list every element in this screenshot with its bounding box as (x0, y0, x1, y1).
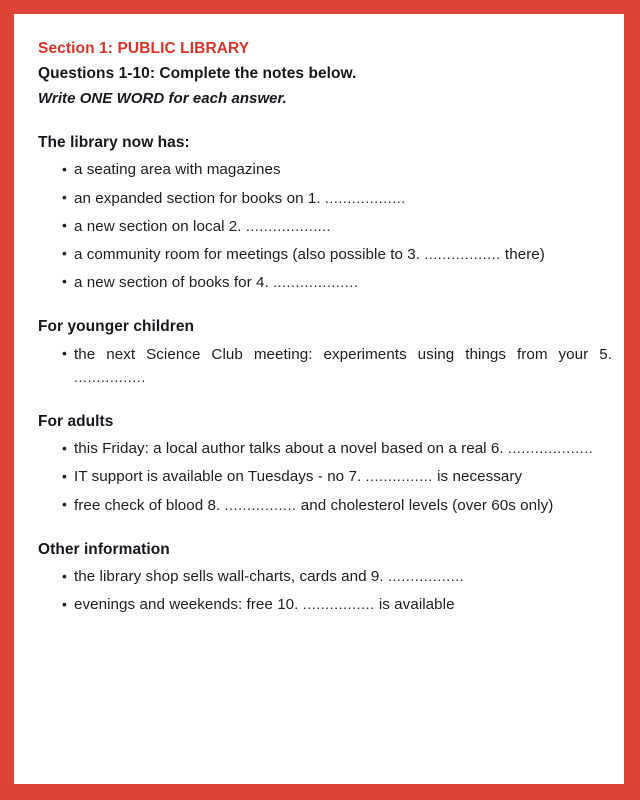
section-heading: Other information (38, 540, 170, 558)
note-bullet-item (38, 187, 612, 210)
note-bullet-item (38, 465, 612, 488)
answer-gap-7[interactable]: ............... (365, 468, 433, 485)
section-heading: For younger children (38, 317, 195, 335)
note-text: the next Science Club meeting: experiments using things from your 5. (74, 345, 612, 363)
note-bullet-item (38, 565, 612, 588)
note-text: and cholesterol levels (over 60s only) (296, 496, 554, 514)
worksheet-header (38, 40, 612, 108)
answer-gap-3[interactable]: ................. (424, 245, 501, 262)
note-bullet-list (38, 437, 612, 516)
answer-length-instruction: Write ONE WORD for each answer. (38, 89, 287, 107)
note-section (38, 318, 612, 389)
note-text: this Friday: a local author talks about a novel based on a real 6. (74, 440, 508, 458)
note-bullet-item (38, 243, 612, 266)
answer-gap-1[interactable]: .................. (324, 189, 406, 206)
answer-gap-5[interactable]: ................ (74, 368, 146, 385)
note-section (38, 134, 612, 294)
worksheet-page (14, 14, 624, 784)
answer-gap-4[interactable]: ................... (273, 273, 359, 290)
note-text: free check of blood 8. (74, 496, 225, 514)
section-title: Section 1: PUBLIC LIBRARY (38, 40, 250, 57)
questions-range-instruction: Questions 1-10: Complete the notes below. (38, 65, 357, 83)
notes-sections (38, 134, 612, 617)
note-bullet-list (38, 343, 612, 389)
note-bullet-list (38, 565, 612, 616)
note-text: is necessary (432, 468, 523, 486)
note-bullet-item (38, 343, 612, 389)
note-text: a seating area with magazines (74, 161, 281, 179)
note-bullet-item (38, 593, 612, 616)
answer-gap-2[interactable]: ................... (245, 217, 332, 234)
answer-gap-10[interactable]: ................ (302, 596, 375, 613)
note-bullet-item (38, 215, 612, 238)
answer-gap-8[interactable]: ................ (224, 496, 297, 513)
note-text: a community room for meetings (also possible to 3. (74, 245, 425, 263)
note-text: there) (500, 245, 545, 263)
note-text: a new section on local 2. (74, 217, 246, 235)
note-text: the library shop sells wall-charts, cards and 9. (74, 568, 388, 586)
note-bullet-item (38, 437, 612, 460)
answer-gap-9[interactable]: ................. (387, 568, 465, 585)
note-bullet-item (38, 158, 612, 181)
section-heading: For adults (38, 412, 114, 430)
note-section (38, 413, 612, 517)
answer-gap-6[interactable]: ................... (507, 440, 594, 457)
note-text: evenings and weekends: free 10. (74, 596, 303, 614)
note-bullet-item (38, 494, 612, 517)
note-text: a new section of books for 4. (74, 273, 274, 291)
section-heading: The library now has: (38, 133, 190, 151)
note-text: is available (374, 596, 455, 614)
note-bullet-item (38, 271, 612, 294)
note-section (38, 541, 612, 617)
note-text: an expanded section for books on 1. (74, 189, 325, 207)
note-bullet-list (38, 158, 612, 293)
note-text: IT support is available on Tuesdays - no 7. (74, 468, 366, 486)
